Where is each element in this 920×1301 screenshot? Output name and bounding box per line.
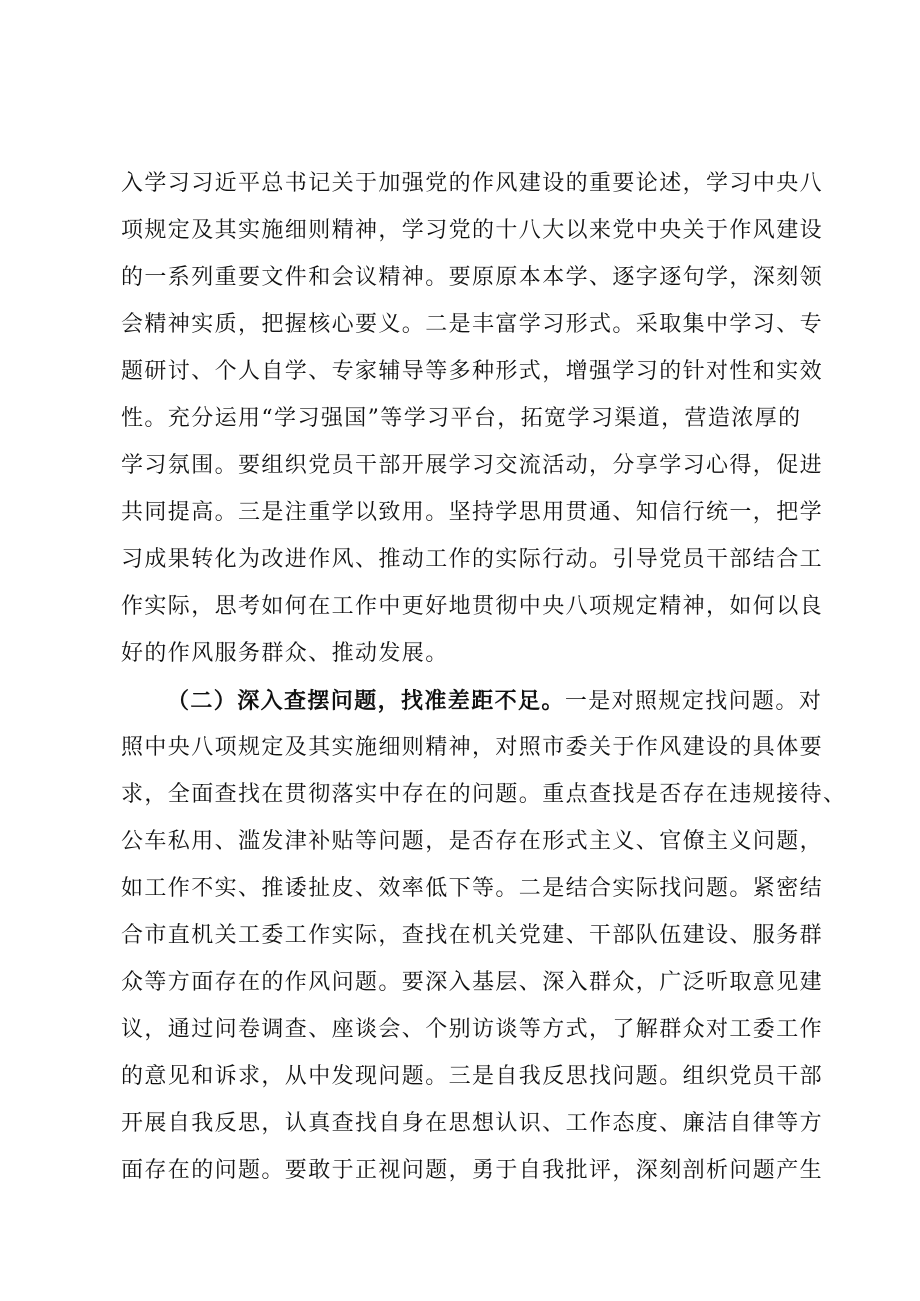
paragraph1-line: 共同提高。三是注重学以致用。坚持学思用贯通、知信行统一，把学	[121, 500, 824, 525]
paragraph1-line: 题研讨、个人自学、专家辅导等多种形式，增强学习的针对性和实效	[121, 359, 824, 384]
paragraph1-line: 作实际，思考如何在工作中更好地贯彻中央八项规定精神，如何以良	[121, 594, 824, 619]
paragraph2-line: 众等方面存在的作风问题。要深入基层、深入群众，广泛听取意见建	[121, 970, 824, 995]
paragraph2-line: 公车私用、滥发津补贴等问题，是否存在形式主义、官僚主义问题，	[121, 829, 824, 854]
paragraph2-line: 面存在的问题。要敢于正视问题，勇于自我批评，深刻剖析问题产生	[121, 1158, 824, 1183]
paragraph2-first-line-text: 一是对照规定找问题。对	[564, 689, 823, 714]
paragraph2-line: 合市直机关工委工作实际，查找在机关党建、干部队伍建设、服务群	[121, 923, 824, 948]
paragraph2-line: 开展自我反思，认真查找自身在思想认识、工作态度、廉洁自律等方	[121, 1111, 824, 1136]
paragraph1-line: 习成果转化为改进作风、推动工作的实际行动。引导党员干部结合工	[121, 547, 824, 572]
paragraph1-line: 的一系列重要文件和会议精神。要原原本本学、逐字逐句学，深刻领	[121, 265, 824, 290]
paragraph1-line: 入学习习近平总书记关于加强党的作风建设的重要论述，学习中央八	[121, 171, 824, 196]
paragraph2-line: 求，全面查找在贯彻落实中存在的问题。重点查找是否存在违规接待、	[121, 782, 847, 807]
paragraph1-line: 好的作风服务群众、推动发展。	[121, 641, 449, 666]
paragraph2-line: 的意见和诉求，从中发现问题。三是自我反思找问题。组织党员干部	[121, 1064, 824, 1089]
section-heading: （二）深入查摆问题，找准差距不足。	[167, 688, 565, 714]
paragraph1-line: 学习氛围。要组织党员干部开展学习交流活动，分享学习心得，促进	[121, 453, 824, 478]
paragraph1-line: 项规定及其实施细则精神，学习党的十八大以来党中央关于作风建设	[121, 218, 824, 243]
paragraph2-first-line	[167, 681, 822, 721]
paragraph2-line: 照中央八项规定及其实施细则精神，对照市委关于作风建设的具体要	[121, 735, 824, 760]
paragraph2-line: 如工作不实、推诿扯皮、效率低下等。二是结合实际找问题。紧密结	[121, 876, 824, 901]
paragraph2-line: 议，通过问卷调查、座谈会、个别访谈等方式，了解群众对工委工作	[121, 1017, 824, 1042]
paragraph1-line: 会精神实质，把握核心要义。二是丰富学习形式。采取集中学习、专	[121, 312, 824, 337]
paragraph1-line: 性。充分运用“学习强国”等学习平台，拓宽学习渠道，营造浓厚的	[121, 406, 802, 431]
